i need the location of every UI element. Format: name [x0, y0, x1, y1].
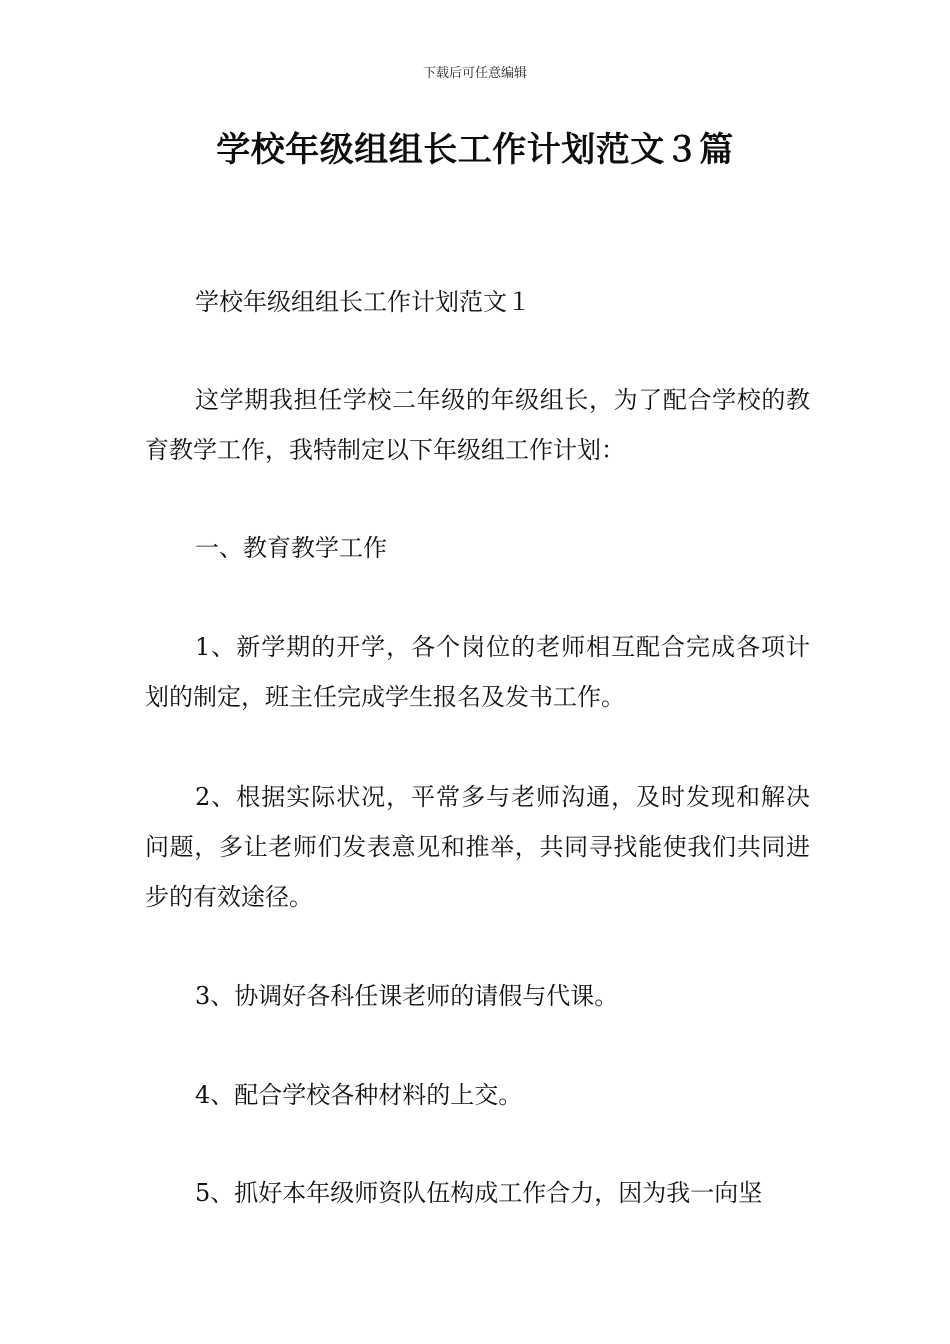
- paragraph-intro: 这学期我担任学校二年级的年级组长，为了配合学校的教育教学工作，我特制定以下年级组工作计划：: [145, 386, 810, 464]
- subsection-heading: 一、教育教学工作: [195, 534, 387, 562]
- paragraph-item-3: 3、协调好各科任课老师的请假与代课。: [195, 982, 619, 1010]
- paragraph-item-2: 2、根据实际状况，平常多与老师沟通，及时发现和解决问题，多让老师们发表意见和推举，共同寻找能使我们共同进步的有效途径。: [145, 783, 810, 911]
- paragraph-item-4: 4、配合学校各种材料的上交。: [195, 1081, 523, 1109]
- paragraph-item-1: 1、新学期的开学，各个岗位的老师相互配合完成各项计划的制定，班主任完成学生报名及发书工作。: [145, 633, 810, 711]
- paragraph-item-5: 5、抓好本年级师资队伍构成工作合力，因为我一向坚: [195, 1179, 763, 1207]
- document-title: 学校年级组组长工作计划范文３篇: [216, 130, 734, 170]
- header-note: 下载后可任意编辑: [422, 66, 527, 81]
- section-heading: 学校年级组组长工作计划范文１: [195, 288, 531, 316]
